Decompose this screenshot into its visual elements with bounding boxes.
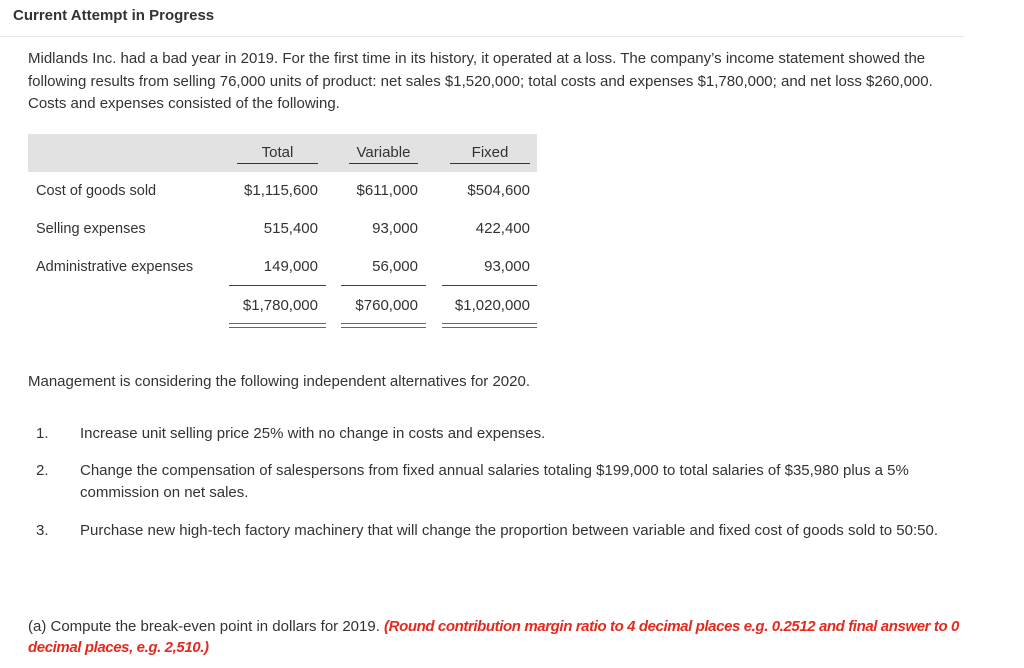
cell-fixed: 422,400 — [475, 220, 530, 237]
sum-rule-total — [229, 285, 326, 286]
list-text: Increase unit selling price 25% with no change in costs and expenses. — [80, 425, 546, 442]
cell-variable: $611,000 — [356, 182, 418, 199]
cell-total: $1,115,600 — [244, 182, 318, 199]
total-fixed: $1,020,000 — [454, 297, 530, 314]
cell-variable: 56,000 — [372, 258, 418, 275]
total-total: $1,780,000 — [242, 297, 318, 314]
cell-variable: 93,000 — [372, 220, 418, 237]
list-number: 3. — [36, 522, 49, 539]
list-text: Purchase new high-tech factory machinery that will change the proportion between variable and fixed cost of goods sold to 50:50. — [80, 522, 939, 539]
col-header-total: Total — [237, 144, 318, 164]
list-text: Change the compensation of salespersons from fixed annual salaries totaling $199,000 to total salaries of $35,980 plus a 5% commission on net sales. — [80, 462, 909, 501]
row-label: Selling expenses — [36, 221, 146, 237]
cell-total: 149,000 — [263, 258, 318, 275]
row-label: Cost of goods sold — [36, 183, 157, 199]
question-text: (a) Compute the break-even point in dollars for 2019. — [28, 618, 380, 635]
rounding-instruction: (Round contribution margin ratio to 4 decimal places e.g. 0.2512 and final answer to 0 decimal places, e.g. 2,510.) — [28, 618, 959, 656]
col-header-fixed: Fixed — [450, 144, 530, 164]
cell-fixed: 93,000 — [484, 258, 530, 275]
list-number: 2. — [36, 462, 49, 479]
attempt-header — [0, 0, 964, 37]
list-number: 1. — [36, 425, 49, 442]
cell-fixed: $504,600 — [467, 182, 530, 199]
question-a — [28, 616, 968, 658]
cell-total: 515,400 — [263, 220, 318, 237]
problem-intro: Midlands Inc. had a bad year in 2019. For the first time in its history, it operated at a loss. The company’s income statement showed the following results from selling 76,000 units of product: net sales $1,520,000; total costs and expenses $1,780,000; and net loss $260,000. Costs and expenses consisted of the following. — [28, 50, 933, 112]
sum-rule-variable — [341, 285, 426, 286]
sum-rule-fixed — [442, 285, 537, 286]
total-variable: $760,000 — [355, 297, 418, 314]
col-header-variable: Variable — [349, 144, 418, 164]
management-statement: Management is considering the following independent alternatives for 2020. — [28, 373, 530, 390]
double-rule-total — [229, 323, 326, 328]
attempt-title: Current Attempt in Progress — [13, 7, 215, 24]
double-rule-variable — [341, 323, 426, 328]
double-rule-fixed — [442, 323, 537, 328]
row-label: Administrative expenses — [36, 259, 194, 275]
